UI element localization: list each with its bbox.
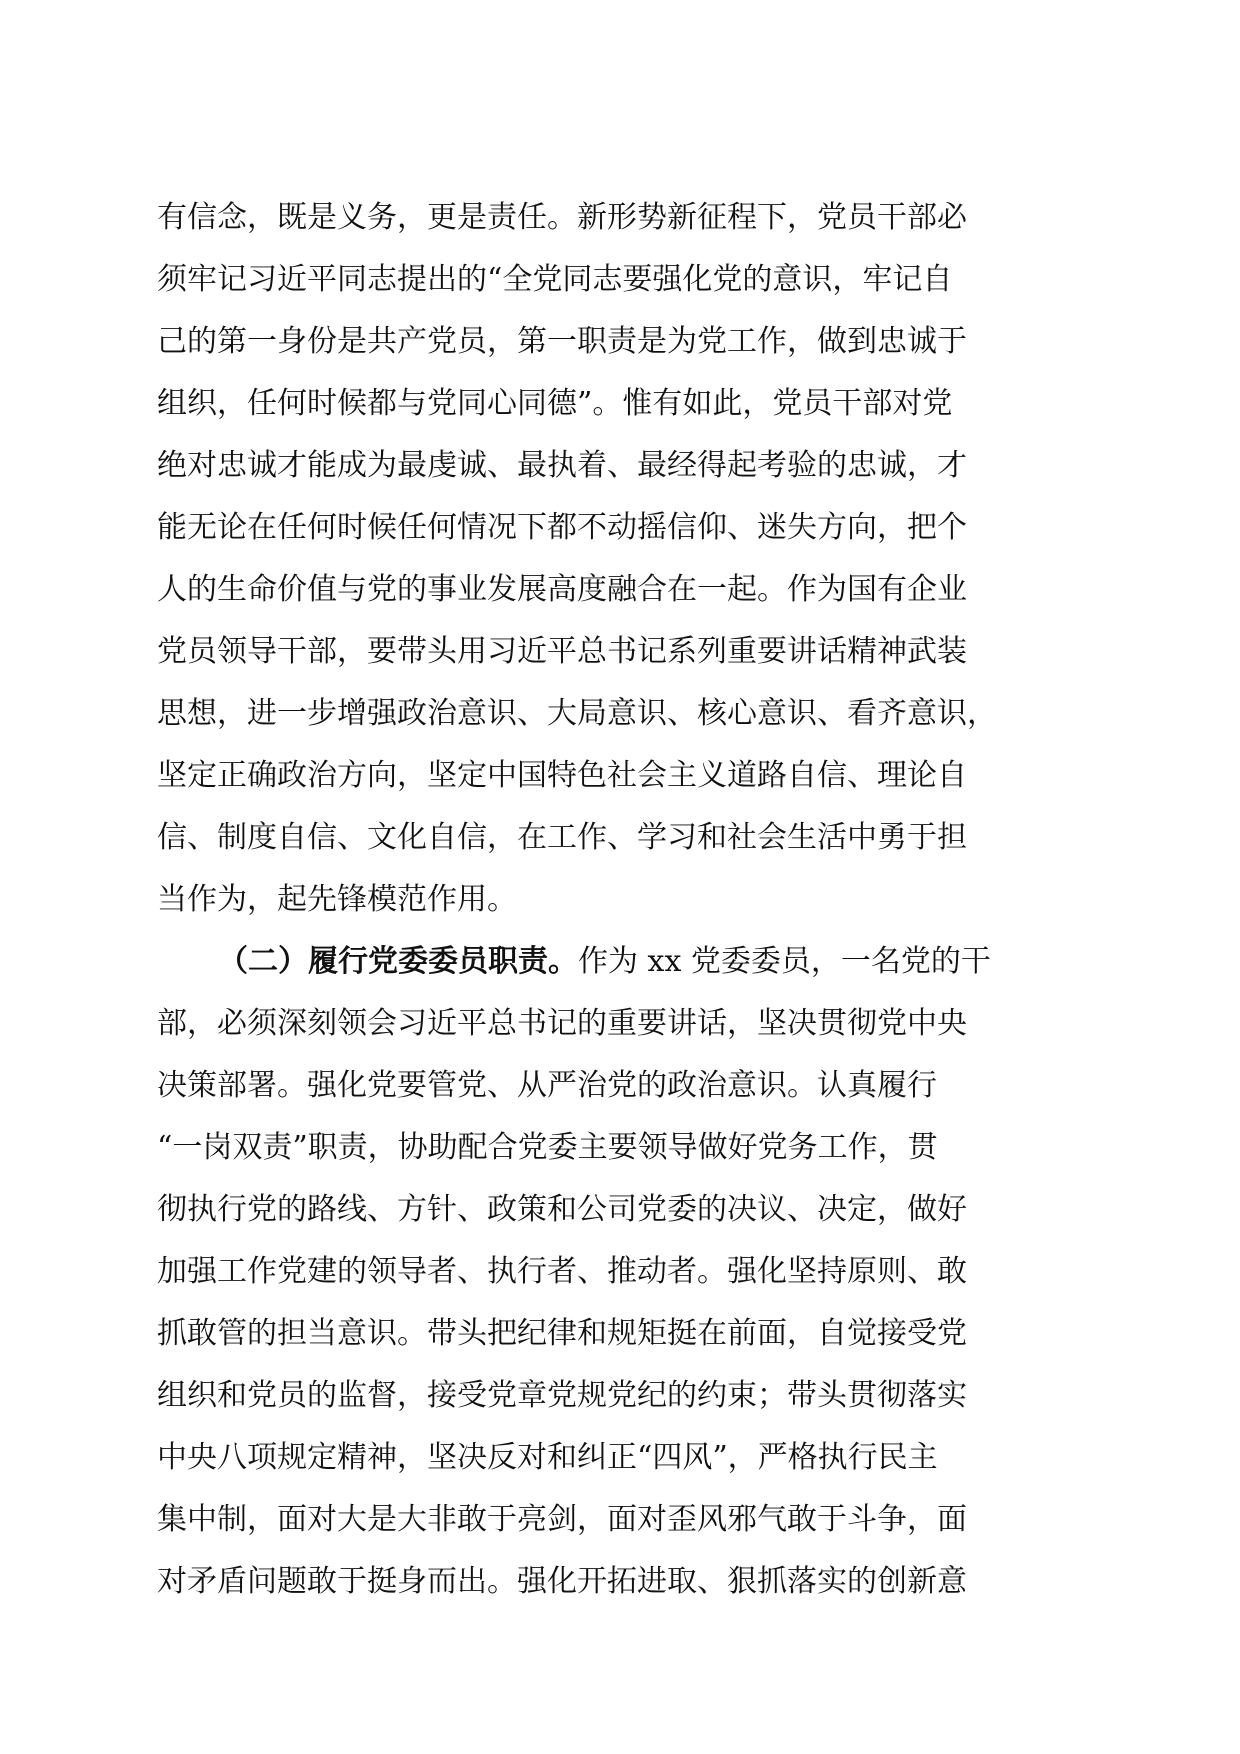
paragraph-2-line: 组织和党员的监督，接受党章党规党纪的约束；带头贯彻落实: [157, 1378, 967, 1413]
paragraph-2-line: 部，必须深刻领会习近平总书记的重要讲话，坚决贯彻党中央: [157, 1006, 967, 1041]
section-heading: （二）履行党委委员职责。: [218, 944, 578, 979]
paragraph-2-line: 彻执行党的路线、方针、政策和公司党委的决议、决定，做好: [157, 1192, 967, 1227]
paragraph-2-line: 中央八项规定精神，坚决反对和纠正“四风”，严格执行民主: [157, 1440, 938, 1475]
paragraph-1-line: 能无论在任何时候任何情况下都不动摇信仰、迷失方向，把个: [157, 510, 967, 545]
paragraph-2-first-line: [157, 931, 1077, 993]
paragraph-1-line: 人的生命价值与党的事业发展高度融合在一起。作为国有企业: [157, 572, 967, 607]
paragraph-1-line: 当作为，起先锋模范作用。: [157, 882, 517, 917]
paragraph-1-line: 坚定正确政治方向，坚定中国特色社会主义道路自信、理论自: [157, 758, 967, 793]
paragraph-2-line: 决策部署。强化党要管党、从严治党的政治意识。认真履行: [157, 1068, 937, 1103]
paragraph-2-first-line-text: 作为 xx 党委委员，一名党的干: [578, 944, 991, 979]
paragraph-1-line: 绝对忠诚才能成为最虔诚、最执着、最经得起考验的忠诚，才: [157, 448, 967, 483]
paragraph-2-line: 对矛盾问题敢于挺身而出。强化开拓进取、狠抓落实的创新意: [157, 1564, 967, 1599]
paragraph-1-line: 有信念，既是义务，更是责任。新形势新征程下，党员干部必: [157, 200, 967, 235]
paragraph-1-line: 信、制度自信、文化自信，在工作、学习和社会生活中勇于担: [157, 820, 967, 855]
paragraph-2-line: 抓敢管的担当意识。带头把纪律和规矩挺在前面，自觉接受党: [157, 1316, 967, 1351]
paragraph-1-line: 组织，任何时候都与党同心同德”。惟有如此，党员干部对党: [157, 386, 953, 421]
paragraph-1-line: 思想，进一步增强政治意识、大局意识、核心意识、看齐意识，: [157, 696, 997, 731]
paragraph-1-line: 己的第一身份是共产党员，第一职责是为党工作，做到忠诚于: [157, 324, 967, 359]
paragraph-2-line: 集中制，面对大是大非敢于亮剑，面对歪风邪气敢于斗争，面: [157, 1502, 967, 1537]
paragraph-1-line: 党员领导干部，要带头用习近平总书记系列重要讲话精神武装: [157, 634, 967, 669]
document-body: [157, 187, 1077, 1613]
paragraph-2-line: “一岗双责”职责，协助配合党委主要领导做好党务工作，贯: [157, 1130, 938, 1165]
paragraph-1-line: 须牢记习近平同志提出的“全党同志要强化党的意识，牢记自: [157, 262, 953, 297]
paragraph-2-line: 加强工作党建的领导者、执行者、推动者。强化坚持原则、敢: [157, 1254, 967, 1289]
